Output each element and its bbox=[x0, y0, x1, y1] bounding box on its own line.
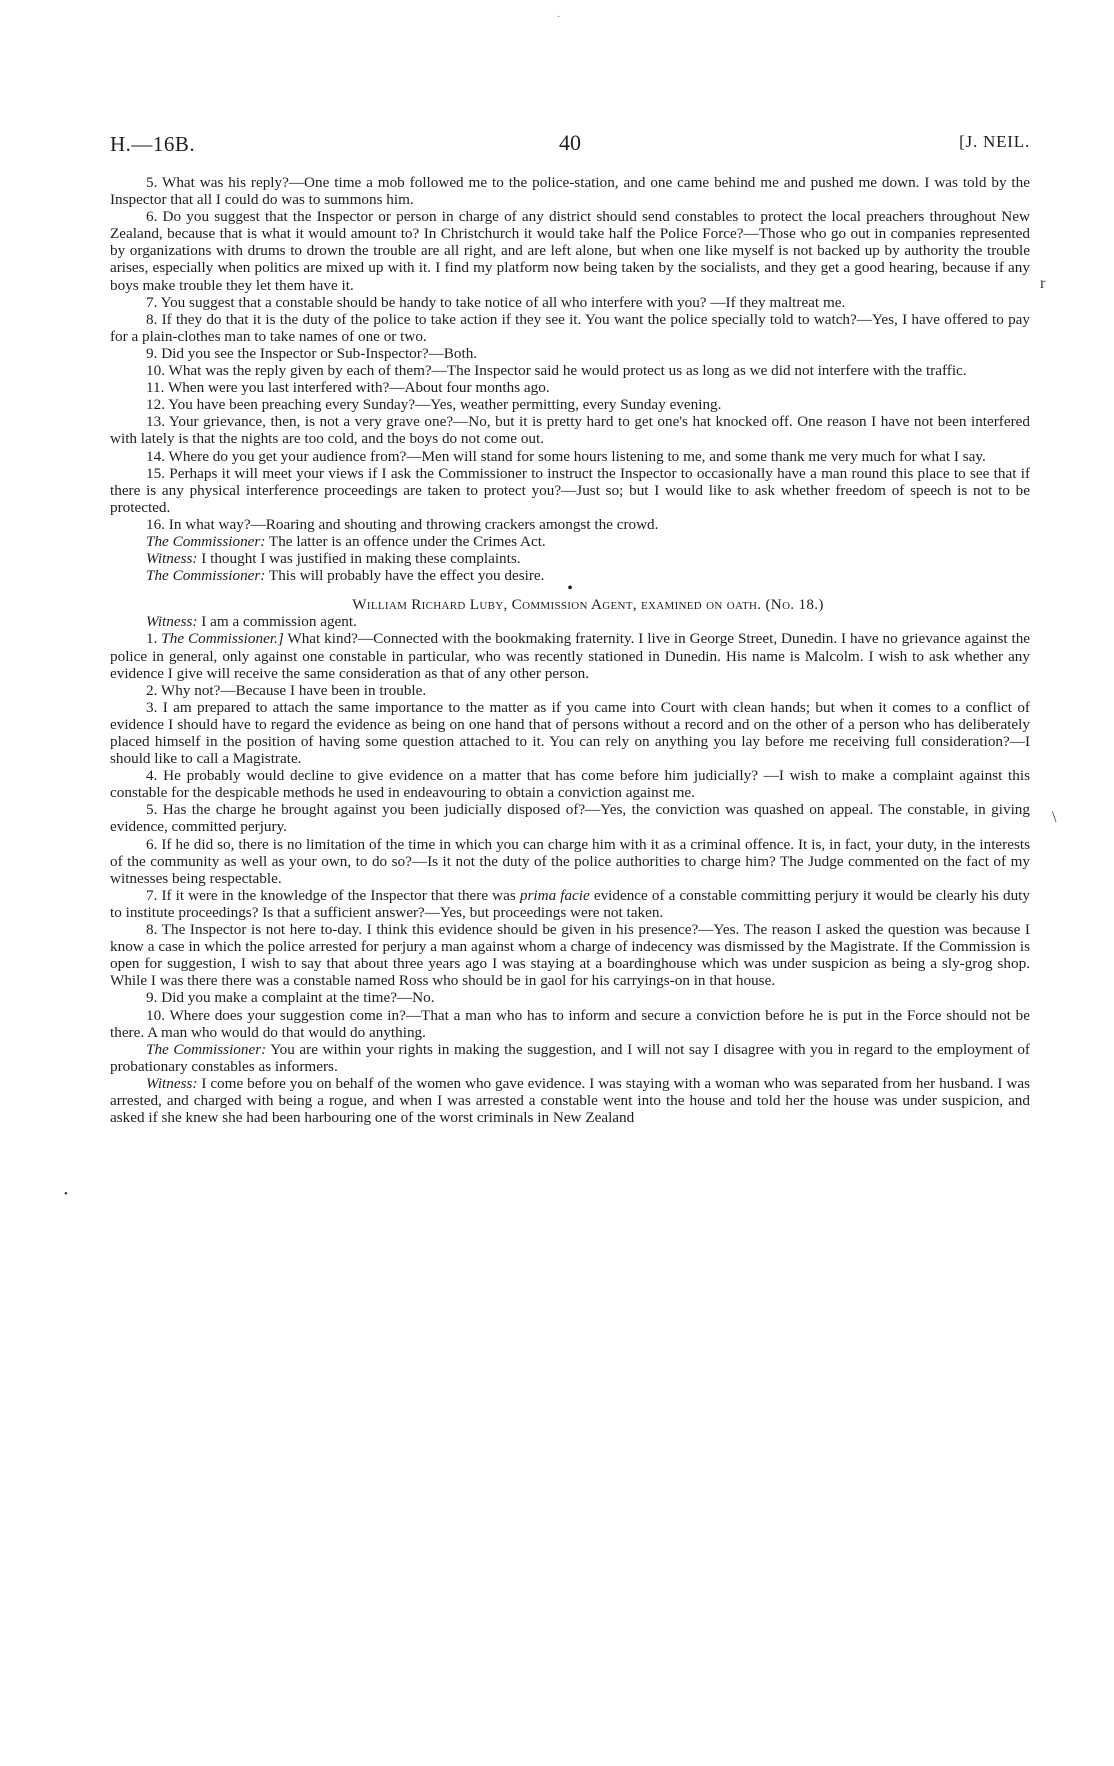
speaker-label: The Commissioner: bbox=[146, 567, 266, 585]
exchange-paragraph bbox=[110, 1041, 1030, 1075]
section-divider: • bbox=[567, 580, 573, 598]
paragraph: 6. Do you suggest that the Inspector or person in charge of any district should send constables to protect the local preachers throughout New Zealand, because that is what it would amount to? In Christchurch it would take half the Police Force?—Those who go out in companies represented by organizations with drums to drown the trouble are all right, and are left alone, but when one like myself is not backed up by authority the trouble arises, especially when politics are mixed up with it. I find my platform now being taken by the socialists, and they get a good hearing, because if any boys make trouble they let them have it. bbox=[110, 208, 1030, 294]
paragraph: 11. When were you last interfered with?—About four months ago. bbox=[146, 379, 550, 397]
paragraph bbox=[110, 887, 1030, 921]
paragraph: 12. You have been preaching every Sunday?—Yes, weather permitting, every Sunday evening. bbox=[146, 396, 722, 414]
part-two bbox=[110, 613, 1030, 1126]
paragraph: 8. If they do that it is the duty of the police to take action if they see it. You want the police specially told to watch?—Yes, I have offered to pay for a plain-clothes man to take names of one or two. bbox=[110, 310, 1030, 345]
paragraph: 13. Your grievance, then, is not a very grave one?—No, but it is pretty hard to get one's hat knocked off. One reason I have not been interfered with lately is that the nights are too cold, and the boys do not come out. bbox=[110, 413, 1030, 448]
exchange-paragraph bbox=[110, 533, 1030, 550]
speech-text: I am a commission agent. bbox=[197, 613, 357, 631]
paragraph bbox=[110, 630, 1030, 681]
speaker-label: Witness: bbox=[146, 550, 198, 568]
exchange-paragraph bbox=[110, 1075, 1030, 1126]
paragraph: 10. What was the reply given by each of them?—The Inspector said he would protect us as long as we did not interfere with the traffic. bbox=[146, 362, 967, 380]
exchange-paragraph bbox=[110, 550, 1030, 567]
paragraph: 14. Where do you get your audience from?—Men will stand for some hours listening to me, and some thank me very much for what I say. bbox=[146, 447, 986, 465]
speech-text: This will probably have the effect you desire. bbox=[265, 567, 545, 585]
part-one bbox=[110, 174, 1030, 584]
question-number: 1. bbox=[146, 630, 162, 648]
paragraph: 9. Did you see the Inspector or Sub-Inspector?—Both. bbox=[146, 344, 478, 362]
paragraph: 5. Has the charge he brought against you been judicially disposed of?—Yes, the conviction was quashed on appeal. The constable, in giving evidence, committed perjury. bbox=[110, 801, 1030, 836]
paragraph: 10. Where does your suggestion come in?—That a man who has to inform and secure a conviction before he is put in the Force should not be there. A man who would do that would do anything. bbox=[110, 1006, 1030, 1041]
page-number: 40 bbox=[559, 130, 581, 155]
page-header bbox=[110, 128, 1030, 158]
speech-text: evidence of a constable committing perjury it would be clearly his duty to institute proceedings? Is that a sufficient answer?—Yes, but proceedings were not taken. bbox=[110, 886, 1030, 921]
paragraph: 3. I am prepared to attach the same importance to the matter as if you came into Court with clean hands; but when it comes to a conflict of evidence I should have to regard the evidence as being on one hand that of persons without a record and on the other of a person who has deliberately placed himself in the position of having some question attached to it. You can rely on anything you lay before me receiving full consideration?—I should like to call a Magistrate. bbox=[110, 698, 1030, 768]
paragraph: 5. What was his reply?—One time a mob followed me to the police-station, and one came behind me and pushed me down. I was told by the Inspector that all I could do was to summons him. bbox=[110, 174, 1030, 209]
top-mark: · bbox=[557, 12, 561, 23]
speaker-label: The Commissioner.] bbox=[161, 630, 284, 648]
witness-name-header: [J. NEIL. bbox=[959, 132, 1030, 151]
speech-text: The latter is an offence under the Crimes Act. bbox=[265, 532, 546, 550]
speech-text: 7. If it were in the knowledge of the Inspector that there was bbox=[146, 886, 520, 904]
paragraph: 7. You suggest that a constable should be handy to take notice of all who interfere with you? —If they maltreat me. bbox=[146, 293, 846, 311]
exchange-paragraph bbox=[110, 613, 1030, 630]
speech-text: I come before you on behalf of the women who gave evidence. I was staying with a woman who was separated from her husband. I was arrested, and charged with being a rogue, and when I was arrested a constable went into the house and told her the house was under suspicion, and asked if she knew she had been harbouring one of the worst criminals in New Zealand bbox=[110, 1074, 1030, 1127]
document-code: H.—16B. bbox=[110, 132, 196, 156]
margin-mark-right-lower: \ bbox=[1052, 809, 1057, 826]
speech-text: I thought I was justified in making these complaints. bbox=[197, 550, 521, 568]
paragraph: 16. In what way?—Roaring and shouting and throwing crackers amongst the crowd. bbox=[146, 515, 659, 533]
italic-phrase: prima facie bbox=[519, 886, 590, 904]
speaker-label: The Commissioner: bbox=[146, 1040, 267, 1058]
paragraph: 2. Why not?—Because I have been in trouble. bbox=[146, 681, 427, 699]
speech-text: You are within your rights in making the suggestion, and I will not say I disagree with you in regard to the employment of probationary constables as informers. bbox=[110, 1040, 1030, 1075]
document-body bbox=[110, 174, 1030, 1126]
paragraph: 15. Perhaps it will meet your views if I ask the Commissioner to instruct the Inspector to occasionally have a man round this place to see that if there is any physical interference proceedings are taken to protect you?—Just so; but I would like to ask whether freedom of speech is not to be protected. bbox=[110, 464, 1030, 516]
paragraph: 8. The Inspector is not here to-day. I think this evidence should be given in his presence?—Yes. The reason I asked the question was because I know a case in which the police arrested for perjury a man against whom a charge of indecency was dismissed by the Magistrate. If the Commission is open for suggestion, I wish to say that about three years ago I was staying at a boardinghouse which was under suspicion as being a sly-grog shop. While I was there there was a constable named Ross who should be in gaol for his carryings-on in that house. bbox=[110, 921, 1030, 990]
speaker-label: The Commissioner: bbox=[146, 532, 266, 550]
witness-subheading: William Richard Luby, Commission Agent, examined on oath. (No. 18.) bbox=[352, 596, 824, 614]
margin-mark-left-lower: • bbox=[64, 1188, 68, 1200]
margin-mark-right-upper: r bbox=[1040, 275, 1046, 292]
speaker-label: Witness: bbox=[146, 1074, 198, 1092]
document-page bbox=[110, 0, 1030, 1766]
paragraph: 6. If he did so, there is no limitation of the time in which you can charge him with it as a criminal offence. It is, in fact, your duty, in the interests of the community as well as your own, to do so?—Is it not the duty of the police authorities to charge him? The Judge commented on the fact of my witnesses being respectable. bbox=[110, 835, 1030, 887]
paragraph: 9. Did you make a complaint at the time?—No. bbox=[146, 989, 435, 1007]
speaker-label: Witness: bbox=[146, 613, 198, 631]
paragraph: 4. He probably would decline to give evidence on a matter that has come before him judicially? —I wish to make a complaint against this constable for the despicable methods he used in endeavouring to obtain a conviction against me. bbox=[110, 767, 1030, 802]
speech-text: What kind?—Connected with the bookmaking fraternity. I live in George Street, Dunedin. I have no grievance against the police in general, only against one constable in particular, who was recently stationed in Dunedin. His name is Malcolm. I wish to ask whether any evidence I give will receive the same consideration as that of any other person. bbox=[110, 630, 1031, 682]
